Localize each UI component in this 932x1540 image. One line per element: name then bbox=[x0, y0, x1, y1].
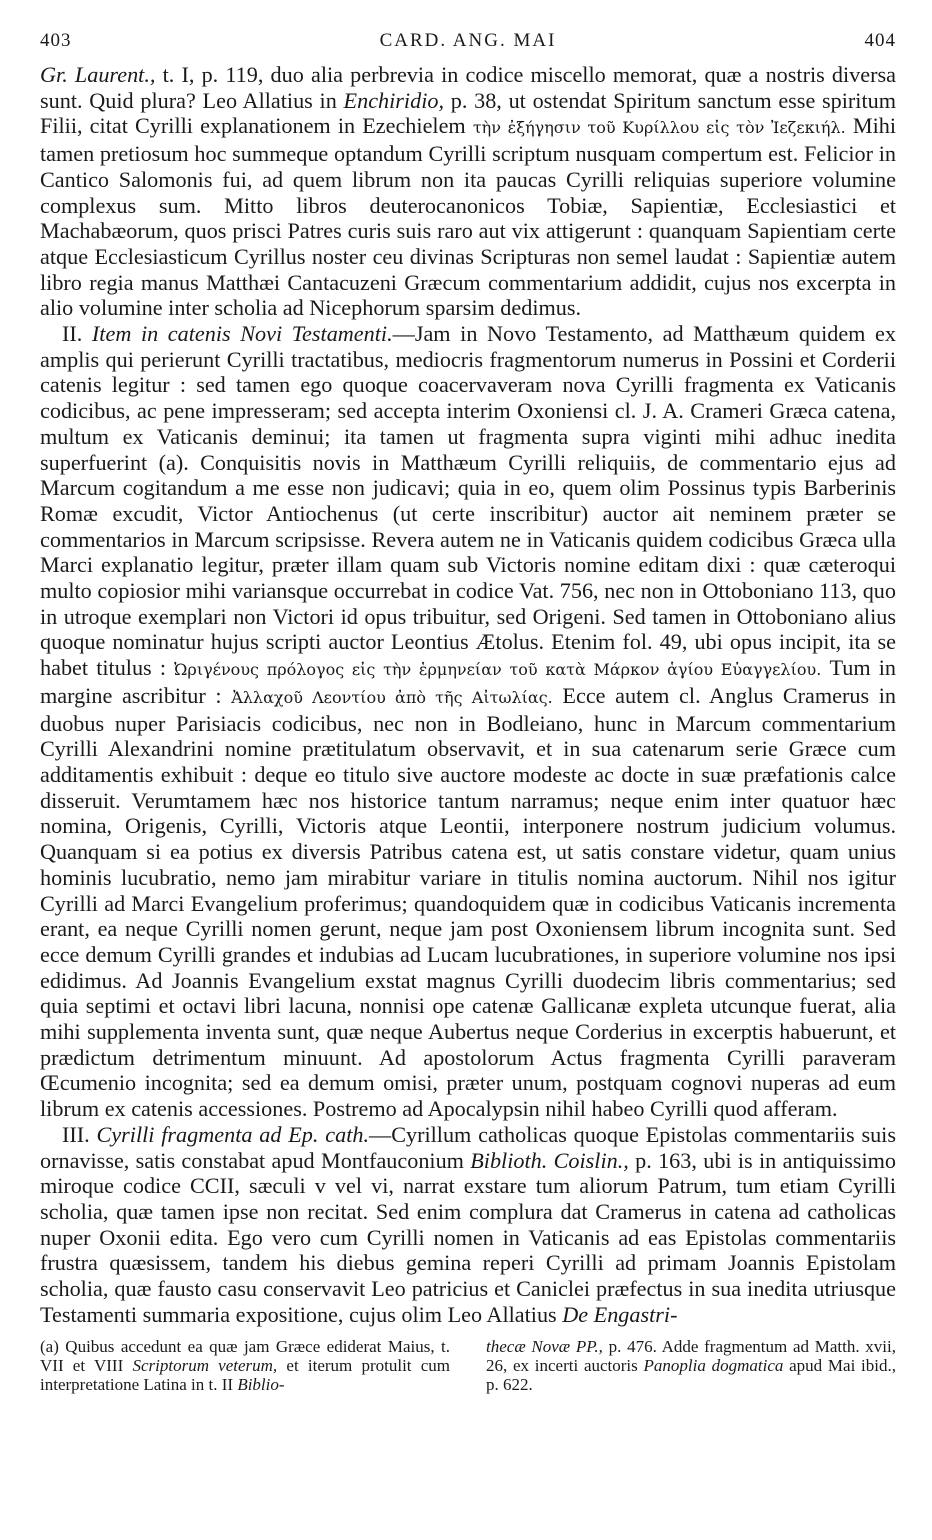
footnote-text: et iterum protulit cum interpretatione Latina in t. II bbox=[40, 1356, 450, 1395]
text-run: Mihi tamen pretiosum hoc summeque optandum Cyrilli scriptum nusquam compertum est. Felicior in Cantico Salomonis fui, ad quem librum non ita paucas Cyrilli reliquias superiore volumine complexus sum. Mitto libros deuterocanonicos Tobiæ, Sapientiæ, Ecclesiastici et Machabæorum, quos prisci Patres curis suis raro aut vix attigerunt : quanquam Sapientiam certe atque Ecclesiasticum Cyrillus noster ceu divinas Scripturas non semel laudat : Sapientiæ autem libro regia manus Matthæi Cantacuzeni Græcum commentarium addidit, cujus nos excerpta in alio volumine inter scholia ad Nicephorum sparsim dedimus. bbox=[40, 113, 897, 321]
paragraph-3 bbox=[40, 1122, 896, 1328]
greek-quote: τὴν ἐξήγησιν τοῦ Κυρίλλου εἰς τὸν Ἰεζεκιήλ. bbox=[472, 118, 846, 138]
italic-ref: Gr. Laurent., bbox=[40, 62, 156, 87]
section-number: II. bbox=[62, 321, 92, 347]
italic-ref: Enchiridio, bbox=[343, 87, 444, 113]
text-run: —Cyrillum catholicas quoque Epistolas commentariis suis ornavisse, satis constabat apud Montfauconium bbox=[40, 1121, 896, 1173]
footnote-text: (a) Quibus accedunt ea quæ jam Græce ediderat Maius, t. VII et VIII bbox=[40, 1337, 450, 1376]
footnote-text: apud Mai ibid., p. 622. bbox=[486, 1356, 896, 1395]
paragraph-1 bbox=[40, 62, 896, 321]
paragraph-2 bbox=[40, 321, 896, 1122]
footnote-column-left bbox=[40, 1337, 450, 1394]
page-number-right: 404 bbox=[864, 30, 896, 51]
text-run: p. 38, ut ostendat Spiritum sanctum esse spiritum Filii, citat Cyrilli explanationem in Ezechielem bbox=[40, 87, 896, 139]
section-heading: Cyrilli fragmenta ad Ep. cath. bbox=[96, 1121, 369, 1147]
page bbox=[40, 30, 896, 1394]
section-heading: Item in catenis Novi Testamenti. bbox=[91, 321, 393, 347]
footnote-italic: Biblio- bbox=[237, 1375, 285, 1395]
text-run: t. I, p. 119, duo alia perbrevia in codice miscello memorat, quæ a nostris diversa sunt. Quid plura? Leo Allatius in bbox=[40, 62, 896, 113]
italic-ref: De Engastri- bbox=[562, 1301, 678, 1327]
page-number-left: 403 bbox=[40, 30, 72, 51]
text-run: Tum in margine ascribitur : bbox=[40, 655, 896, 708]
main-text bbox=[40, 62, 896, 1327]
footnote-italic: Panoplia dogmatica bbox=[643, 1356, 784, 1376]
footnote-text: p. 476. Adde fragmentum ad Matth. xvii, 26, ex incerti auctoris bbox=[486, 1337, 896, 1376]
running-title: CARD. ANG. MAI bbox=[379, 30, 557, 51]
greek-quote: Ἀλλαχοῦ Λεοντίου ἀπὸ τῆς Αἰτωλίας. bbox=[231, 687, 553, 707]
greek-quote: Ὠριγένους πρόλογος εἰς τὴν ἑρμηνείαν τοῦ κατὰ Μάρκον ἁγίου Εὐαγγελίου. bbox=[174, 660, 822, 680]
footnote-column-right bbox=[486, 1337, 896, 1394]
text-run: p. 163, ubi is in antiquissimo miroque codice CCII, sæculi v vel vi, narrat exstare tum aliorum Patrum, tum etiam Cyrilli scholia, quæ tamen ipse non recitat. Sed enim complura dat Cramerus in catena ad catholicas nuper Oxonii edita. Ego vero cum Cyrilli nomen in Vaticanis ad eas Epistolas commentariis frustra quæsissem, tandem his diebus gemina reperi Cyrilli ad primam Joannis Epistolam scholia, quæ fausto casu conservavit Leo patricius et Caniclei præfectus in sua inedita utriusque Testamenti summaria expositione, cujus olim Leo Allatius bbox=[40, 1147, 896, 1327]
footnote-italic: thecæ Novæ PP., bbox=[486, 1337, 603, 1357]
italic-ref: Biblioth. Coislin., bbox=[470, 1147, 629, 1173]
text-run: —Jam in Novo Testamento, ad Matthæum quidem ex amplis qui perierunt Cyrilli tractatibus, mediocris fragmentorum numerus in Possini et Corderii catenis legitur : sed tamen ego quoque coacervaveram nova Cyrilli fragmenta ex Vaticanis codicibus, ac pene impresseram; sed accepta interim Oxoniensi cl. J. A. Crameri Græca catena, multum ex Vaticanis deminui; ita tamen ut fragmenta supra viginti mihi adhuc inedita superfuerint (a). Conquisitis novis in Matthæum Cyrilli reliquiis, de commentario ejus ad Marcum cogitandum a me esse non judicavi; quia in eo, quem olim Possinus typis Barberinis Romæ excudit, Victor Antiochenus (ut certe inscribitur) auctor ait neminem præter se commentarios in Marcum scripsisse. Revera autem ne in Vaticanis quidem codicibus Græca ulla Marci explanatio legitur, præter illam quam sub Victoris nomine editam dixi : quæ cæteroqui multo copiosior mihi variansque occurrebat in codice Vat. 756, nec non in Ottoboniano 113, quo in utroque exemplari non Victori id opus tribuitur, sed Origeni. Sed tamen in Ottoboniano alius quoque nominatur hujus scripti auctor Leontius Ætolus. Etenim fol. 49, ubi opus incipit, ita se habet titulus : bbox=[40, 321, 896, 681]
text-run: Ecce autem cl. Anglus Cramerus in duobus nuper Parisiacis codicibus, nec non in Bodleiano, hunc in Marcum commentarium Cyrilli Alexandrini nomine prætitulatum observavit, et in sua catenarum serie Græce cum additamentis exhibuit : deque eo titulo sive auctore modeste ac docte in suæ præfationis calce disseruit. Verumtamem hæc nos historice tantum narramus; neque enim inter quatuor hæc nomina, Origenis, Cyrilli, Victoris atque Leontii, interponere nostrum judicium volumus. Quanquam si ea potius ex diversis Patribus catena est, ut satis constare videtur, quam unius hominis lucubratio, nemo jam mirabitur variare in titulis nomina auctorum. Nihil nos igitur Cyrilli ad Marci Evangelium proferimus; quandoquidem quæ in codicibus Vaticanis incrementa erant, ea neque Cyrilli nomen gerunt, neque jam post Oxoniensem librum incognita sunt. Sed ecce demum Cyrilli grandes et indubias ad Lucam lucubrationes, in superiore volumine nos ipsi edidimus. Ad Joannis Evangelium exstat magnus Cyrilli duodecim libris commentarius; sed quia septimi et octavi libri lacuna, nonnisi ope catenæ Gallicanæ expleta utcunque fuerat, alia mihi supplementa inventa sunt, quæ neque Aubertus neque Corderius in excerptis habuerunt, et prædictum detrimentum minuunt. Ad apostolorum Actus fragmenta Cyrilli paraveram Œcumenio incognita; sed ea demum omisi, præter unum, postquam cognovi nuperas ad eum librum ex catenis accessiones. Postremo ad Apocalypsin nihil habeo Cyrilli quod afferam. bbox=[40, 682, 896, 1122]
footnote-italic: Scriptorum veterum, bbox=[132, 1356, 278, 1376]
section-number: III. bbox=[62, 1121, 97, 1147]
page-header bbox=[40, 30, 896, 60]
footnotes bbox=[40, 1337, 896, 1394]
